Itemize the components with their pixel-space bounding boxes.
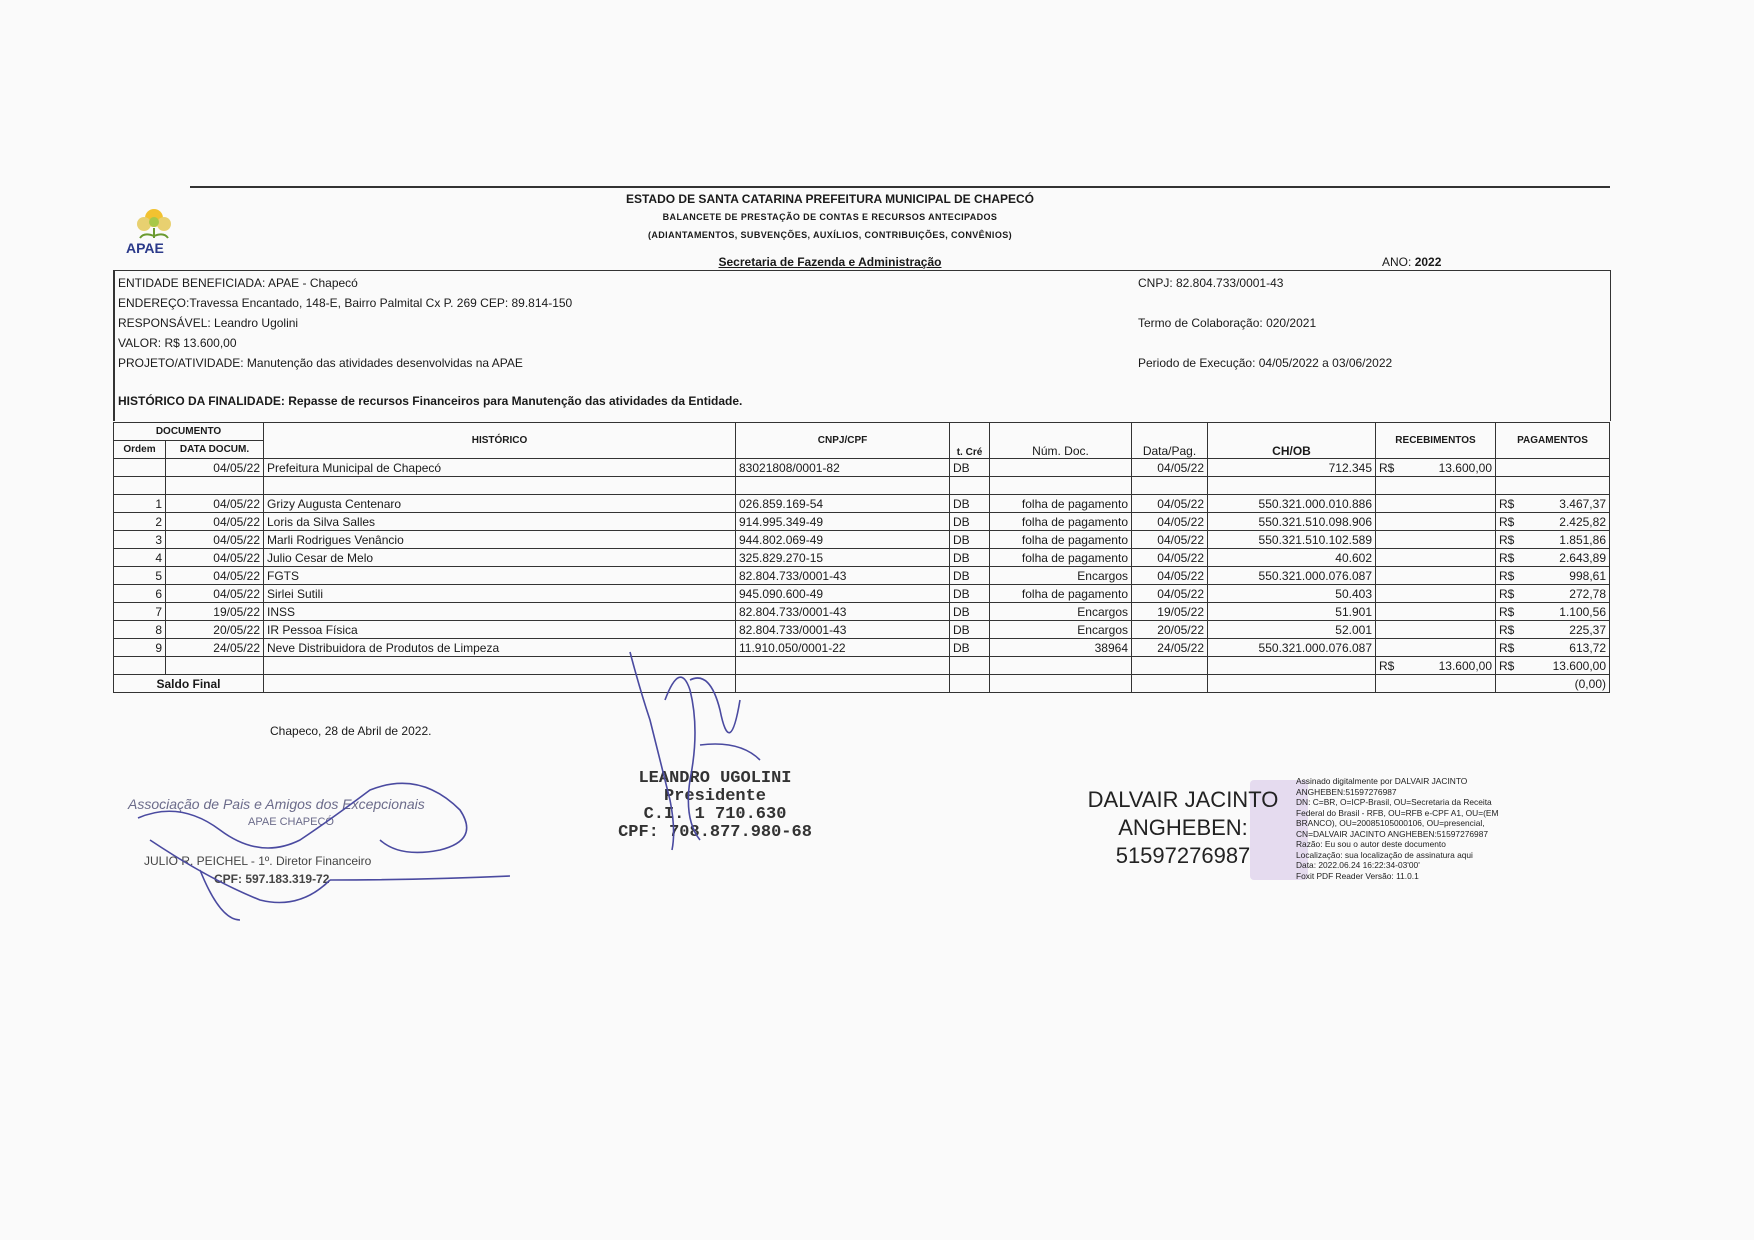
cell-cnpj: 914.995.349-49 [736,513,950,531]
cell-recebimento [1376,621,1496,639]
cell-datapag: 19/05/22 [1132,603,1208,621]
saldo-value: (0,00) [1496,675,1610,693]
cell-ordem: 4 [114,549,166,567]
cell-data: 24/05/22 [166,639,264,657]
cell-data: 04/05/22 [166,495,264,513]
amount: 225,37 [1569,622,1606,637]
stamp-treasurer-cpf: CPF: 597.183.319-72 [214,872,330,886]
cell-chob: 550.321.000.076.087 [1208,639,1376,657]
cell-pagamento [1496,531,1610,549]
periodo-field: Periodo de Execução: 04/05/2022 a 03/06/2022 [1138,356,1393,370]
cell-historico: Grizy Augusta Centenaro [264,495,736,513]
apae-flower-logo [124,200,184,266]
currency-symbol: R$ [1499,568,1515,583]
signature-detail-line: ANGHEBEN:51597276987 [1296,786,1397,797]
cell-chob: 550.321.510.098.906 [1208,513,1376,531]
amount: 2.643,89 [1559,550,1606,565]
currency-symbol: R$ [1379,460,1395,475]
cell-ordem: 7 [114,603,166,621]
col-header-cnpj: CNPJ/CPF [736,423,950,459]
cell-cnpj: 82.804.733/0001-43 [736,567,950,585]
cell-dc: DB [950,639,990,657]
cell-pagamento [1496,549,1610,567]
amount: 1.851,86 [1559,532,1606,547]
currency-symbol: R$ [1499,640,1515,655]
cell-data: 04/05/22 [166,459,264,477]
total-recebimentos [1376,657,1496,675]
cell-dc: DB [950,495,990,513]
cell-cnpj: 944.802.069-49 [736,531,950,549]
cell-historico: Marli Rodrigues Venâncio [264,531,736,549]
cell-recebimento [1376,495,1496,513]
cell-recebimento [1376,549,1496,567]
ano-value: 2022 [1414,255,1442,269]
signer-name-line2: ANGHEBEN: [1118,815,1248,840]
cell-data: 04/05/22 [166,513,264,531]
top-rule [190,186,1610,188]
cell-data: 20/05/22 [166,621,264,639]
cell-dc: DB [950,459,990,477]
table-row [114,549,1610,567]
signature-detail-line: Razão: Eu sou o autor deste documento [1296,839,1446,849]
cell-numdoc: folha de pagamento [990,495,1132,513]
cell-chob: 52.001 [1208,621,1376,639]
currency-symbol: R$ [1499,658,1515,673]
cell-historico: Prefeitura Municipal de Chapecó [264,459,736,477]
table-row [114,567,1610,585]
entidade-field: ENTIDADE BENEFICIADA: APAE - Chapecó [118,276,358,290]
col-header-dc: t. Cré [950,423,990,459]
cell-historico: INSS [264,603,736,621]
table-row-empty [114,477,1610,495]
signature-detail-line: BRANCO), OU=20085105000106, OU=presencial, [1296,818,1485,828]
col-header-ordem: Ordem [114,441,166,459]
amount: 3.467,37 [1559,496,1606,511]
header-state: ESTADO DE SANTA CATARINA PREFEITURA MUNICIPAL DE CHAPECÓ [625,192,1034,206]
currency-symbol: R$ [1379,658,1395,673]
cell-historico: Sirlei Sutili [264,585,736,603]
table-row-saldo [114,675,1610,693]
cell-datapag: 04/05/22 [1132,531,1208,549]
signature-detail-line: Assinado digitalmente por DALVAIR JACINTO [1296,776,1468,786]
cell-recebimento [1376,531,1496,549]
signature-detail-line: Localização: sua localização de assinatura aqui [1296,849,1473,860]
col-header-historico: HISTÓRICO [264,423,736,459]
amount: 1.100,56 [1559,604,1606,619]
table-row [114,513,1610,531]
group-header-documento: DOCUMENTO [114,423,264,441]
cell-dc: DB [950,603,990,621]
cell-ordem: 1 [114,495,166,513]
cell-recebimento [1376,585,1496,603]
cell-pagamento [1496,603,1610,621]
cell-numdoc: folha de pagamento [990,549,1132,567]
cell-data: 04/05/22 [166,549,264,567]
cell-data: 19/05/22 [166,603,264,621]
cell-data: 04/05/22 [166,567,264,585]
signature-detail-line: CN=DALVAIR JACINTO ANGHEBEN:51597276987 [1296,828,1489,839]
cell-datapag: 04/05/22 [1132,585,1208,603]
termo-field: Termo de Colaboração: 020/2021 [1138,316,1317,330]
signature-detail-line: Federal do Brasil - RFB, OU=RFB e-CPF A1, OU=(EM [1296,807,1499,818]
header-secretaria: Secretaria de Fazenda e Administração [718,255,942,269]
endereco-field: ENDEREÇO:Travessa Encantado, 148-E, Bairro Palmital Cx P. 269 CEP: 89.814-150 [118,296,573,310]
cell-ordem: 9 [114,639,166,657]
cell-dc: DB [950,549,990,567]
amount: 998,61 [1569,568,1606,583]
header-subtitle: (ADIANTAMENTOS, SUBVENÇÕES, AUXÍLIOS, CONTRIBUIÇÕES, CONVÊNIOS) [647,230,1013,240]
cell-ordem: 6 [114,585,166,603]
cell-dc: DB [950,531,990,549]
cell-datapag: 04/05/22 [1132,549,1208,567]
amount: 13.600,00 [1552,658,1606,673]
amount: 272,78 [1569,586,1606,601]
cell-cnpj: 026.859.169-54 [736,495,950,513]
cell-chob: 50.403 [1208,585,1376,603]
cell-numdoc: folha de pagamento [990,585,1132,603]
cell-recebimento [1376,567,1496,585]
cell-chob: 550.321.000.076.087 [1208,567,1376,585]
cell-pagamento [1496,495,1610,513]
cell-pagamento [1496,513,1610,531]
cell-numdoc: Encargos [990,567,1132,585]
col-header-datapag: Data/Pag. [1132,423,1208,459]
digital-signature-details [1296,776,1546,881]
valor-field: VALOR: R$ 13.600,00 [118,336,237,350]
cell-dc: DB [950,585,990,603]
cnpj-field: CNPJ: 82.804.733/0001-43 [1138,276,1284,290]
cell-historico: Julio Cesar de Melo [264,549,736,567]
cell-data: 04/05/22 [166,585,264,603]
cell-historico: Loris da Silva Salles [264,513,736,531]
stamp-treasurer-name: JULIO R. PEICHEL - 1º. Diretor Financeiro [144,854,372,868]
cell-cnpj: 11.910.050/0001-22 [736,639,950,657]
responsavel-field: RESPONSÁVEL: Leandro Ugolini [118,316,299,330]
cell-chob: 40.602 [1208,549,1376,567]
table-row [114,585,1610,603]
signature-detail-line: Data: 2022.06.24 16:22:34-03'00' [1296,860,1420,870]
signer-name-line1: DALVAIR JACINTO [1087,787,1279,812]
stamp-president-cpf: CPF: 708.877.980-68 [618,823,812,842]
amount: 613,72 [1569,640,1606,655]
cell-ordem: 2 [114,513,166,531]
cell-chob: 712.345 [1208,459,1376,477]
ledger-rows [114,495,1610,657]
col-header-chob: CH/OB [1208,423,1376,459]
table-row [114,603,1610,621]
cell-pagamento [1496,567,1610,585]
cell-historico: IR Pessoa Física [264,621,736,639]
ano-label: ANO: [1382,255,1412,269]
cell-datapag: 24/05/22 [1132,639,1208,657]
col-header-pagamentos: PAGAMENTOS [1496,423,1610,459]
cell-numdoc: Encargos [990,621,1132,639]
cell-datapag: 04/05/22 [1132,495,1208,513]
cell-datapag: 04/05/22 [1132,567,1208,585]
cell-pagamento [1496,639,1610,657]
currency-symbol: R$ [1499,604,1515,619]
header-title: BALANCETE DE PRESTAÇÃO DE CONTAS E RECURSOS ANTECIPADOS [662,212,998,222]
cell-chob: 51.901 [1208,603,1376,621]
stamp-president-ci: C.I. 1 710.630 [643,805,787,824]
currency-symbol: R$ [1499,586,1515,601]
saldo-label: Saldo Final [114,675,264,693]
cell-numdoc: folha de pagamento [990,513,1132,531]
cell-recebimento [1376,459,1496,477]
ano-field [1382,255,1441,269]
cell-ordem: 3 [114,531,166,549]
table-row [114,621,1610,639]
cell-pagamento [1496,585,1610,603]
cell-numdoc: Encargos [990,603,1132,621]
cell-cnpj: 325.829.270-15 [736,549,950,567]
cell-numdoc: folha de pagamento [990,531,1132,549]
amount: 2.425,82 [1559,514,1606,529]
table-row-receipt [114,459,1610,477]
cell-dc: DB [950,513,990,531]
cell-dc: DB [950,567,990,585]
cell-cnpj: 82.804.733/0001-43 [736,603,950,621]
table-row [114,495,1610,513]
cell-datapag: 04/05/22 [1132,459,1208,477]
cell-ordem: 5 [114,567,166,585]
cell-historico: FGTS [264,567,736,585]
projeto-field: PROJETO/ATIVIDADE: Manutenção das atividades desenvolvidas na APAE [118,356,523,370]
cell-pagamento [1496,621,1610,639]
cell-dc: DB [950,621,990,639]
currency-symbol: R$ [1499,622,1515,637]
table-row [114,639,1610,657]
currency-symbol: R$ [1499,550,1515,565]
cell-chob: 550.321.000.010.886 [1208,495,1376,513]
amount: 13.600,00 [1438,658,1492,673]
col-header-numdoc: Núm. Doc. [990,423,1132,459]
signer-name-line3: 51597276987 [1115,843,1251,868]
signature-detail-line: Foxit PDF Reader Versão: 11.0.1 [1296,870,1419,881]
cell-data: 04/05/22 [166,531,264,549]
city-date: Chapeco, 28 de Abril de 2022. [270,724,432,738]
logo-text: APAE [126,240,164,256]
col-header-recebimentos: RECEBIMENTOS [1376,423,1496,459]
cell-datapag: 04/05/22 [1132,513,1208,531]
stamp-president-title: Presidente [663,787,767,806]
stamp-president-name: LEANDRO UGOLINI [638,769,792,788]
cell-ordem: 8 [114,621,166,639]
currency-symbol: R$ [1499,532,1515,547]
ledger-table [113,422,1610,693]
table-row-totals [114,657,1610,675]
cell-cnpj: 82.804.733/0001-43 [736,621,950,639]
digital-signer-name [1058,786,1308,870]
stamp-association: Associação de Pais e Amigos dos Excepcionais [128,796,425,812]
cell-chob: 550.321.510.102.589 [1208,531,1376,549]
amount: 13.600,00 [1438,460,1492,475]
cell-datapag: 20/05/22 [1132,621,1208,639]
cell-recebimento [1376,513,1496,531]
signature-detail-line: DN: C=BR, O=ICP-Brasil, OU=Secretaria da Receita [1296,797,1492,807]
cell-historico: Neve Distribuidora de Produtos de Limpeza [264,639,736,657]
cell-cnpj: 945.090.600-49 [736,585,950,603]
stamp-apae: APAE CHAPECÓ [248,816,334,828]
cell-recebimento [1376,639,1496,657]
president-stamp [600,770,830,842]
cell-recebimento [1376,603,1496,621]
currency-symbol: R$ [1499,496,1515,511]
table-group-header-row [114,423,1610,441]
total-pagamentos [1496,657,1610,675]
cell-numdoc: 38964 [990,639,1132,657]
table-row [114,531,1610,549]
currency-symbol: R$ [1499,514,1515,529]
col-header-data: DATA DOCUM. [166,441,264,459]
cell-cnpj: 83021808/0001-82 [736,459,950,477]
historico-finalidade: HISTÓRICO DA FINALIDADE: Repasse de recursos Financeiros para Manutenção das atividades da Entidade. [118,394,743,408]
